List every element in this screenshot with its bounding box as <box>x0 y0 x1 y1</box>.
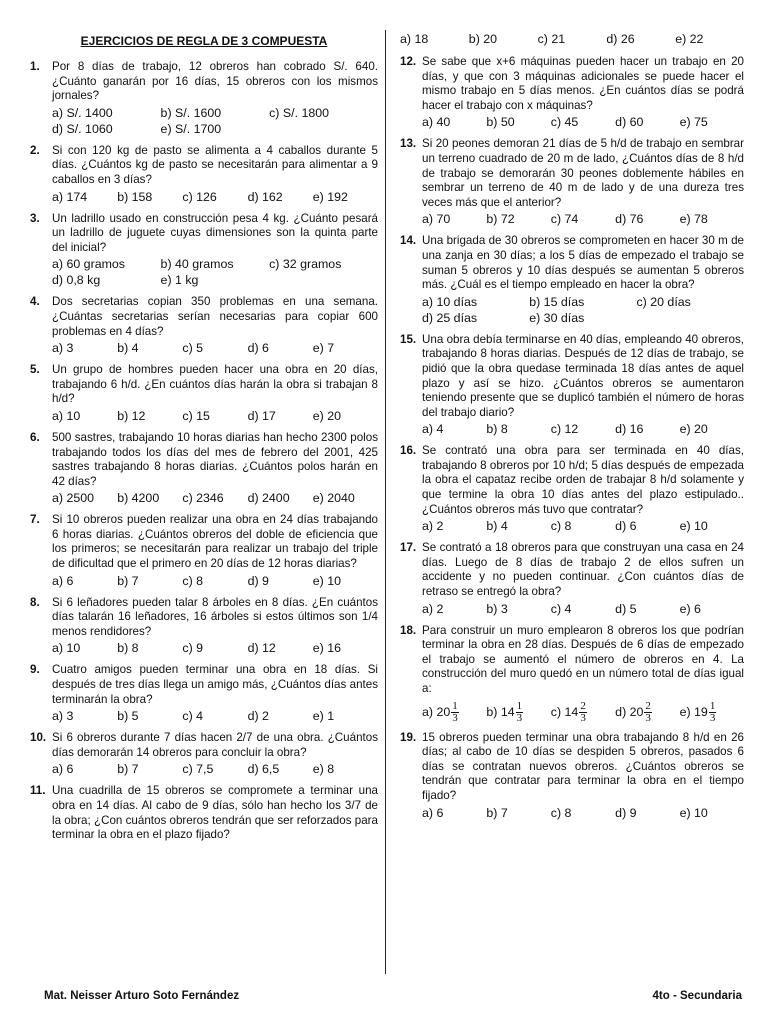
question-text: Una cuadrilla de 15 obreros se compromete a terminar una obra en 14 días. Al cabo de 9 días, sólo han hecho los 3/7 de la obra; ¿Con cuántos obreros tendrán que ser reforzados para terminar la obra en el plazo fijado? <box>52 784 378 842</box>
question-text: 500 sastres, trabajando 10 horas diarias han hecho 2300 polos trabajando todos los días del mes de febrero del 2001, 425 sastres trabajando 8 horas diarias. ¿Cuántos polos harán en 42 días? <box>52 430 378 488</box>
question-number: 15. <box>400 332 417 346</box>
question-12 <box>400 55 744 130</box>
denominator: 3 <box>580 711 586 724</box>
question-7 <box>30 513 378 588</box>
question-5 <box>30 363 378 424</box>
option-e: e) 10 <box>679 805 708 820</box>
option-a: a) 6 <box>422 805 444 820</box>
option-b: b) 3 <box>486 601 508 616</box>
option-b: b) 4 <box>117 341 139 356</box>
right-column <box>400 30 744 828</box>
option-prefix: a) 20 <box>422 704 451 719</box>
question-number: 6. <box>30 430 40 444</box>
option-e: e) 1 kg <box>160 273 199 288</box>
option-d: d) 162 <box>247 189 283 204</box>
option-e: e) 10 <box>679 519 708 534</box>
question-18 <box>400 624 744 724</box>
option-a: a) 2 <box>422 519 444 534</box>
question-3 <box>30 212 378 289</box>
question-text: Si con 120 kg de pasto se alimenta a 4 caballos durante 5 días. ¿Cuántos kg de pasto se necesitarán para alimentar a 9 caballos en 3 días? <box>52 143 378 186</box>
answer-options <box>422 294 744 326</box>
option-c: c) 5 <box>182 341 204 356</box>
option-d: d) S/. 1060 <box>52 121 113 136</box>
option-d: d) 5 <box>615 601 637 616</box>
option-d: d) 6 <box>615 519 637 534</box>
column-divider <box>385 30 386 974</box>
option-c: c) 8 <box>182 573 204 588</box>
question-11 <box>30 784 378 842</box>
option-b: b) 7 <box>117 573 139 588</box>
denominator: 3 <box>516 711 523 724</box>
option-b: b) 5 <box>117 709 139 724</box>
option-e: e) 6 <box>679 601 701 616</box>
option-a: a) 6 <box>52 762 74 777</box>
question-number: 14. <box>400 234 417 248</box>
question-number: 4. <box>30 295 40 309</box>
option-b <box>486 701 550 724</box>
question-text: Un ladrillo usado en construcción pesa 4 kg. ¿Cuánto pesará un ladrillo de juguete cuyas dimensiones son la quinta parte del inicial? <box>52 211 378 254</box>
option-e: e) 22 <box>675 32 704 46</box>
option-c: c) 8 <box>550 805 572 820</box>
option-b: b) 8 <box>117 641 139 656</box>
answer-options <box>422 701 744 724</box>
option-a <box>422 701 486 724</box>
fraction <box>644 701 652 724</box>
option-c: c) 4 <box>182 709 204 724</box>
question-4 <box>30 295 378 356</box>
answer-options <box>422 805 744 821</box>
option-a: a) 10 días <box>422 294 478 309</box>
fraction <box>579 701 587 724</box>
question-number: 12. <box>400 55 417 68</box>
question-9 <box>30 663 378 724</box>
option-c: c) 9 <box>182 641 204 656</box>
option-a: a) 60 gramos <box>52 257 126 272</box>
option-b: b) 50 <box>486 115 515 130</box>
question-number: 13. <box>400 137 417 151</box>
option-c: c) 7,5 <box>182 762 214 777</box>
option-a: a) 2500 <box>52 491 95 506</box>
question-number: 10. <box>30 731 47 745</box>
numerator: 1 <box>709 699 716 712</box>
option-b: b) 7 <box>117 762 139 777</box>
option-a: a) 10 <box>52 641 81 656</box>
question-text: Si 20 peones demoran 21 días de 5 h/d de trabajo en sembrar un terreno cuadrado de 20 m de lado, ¿Cuántos días de 8 h/d de trabajo se demorarán 30 peones doblemente hábiles en sembrar un terreno de 40 m de lado y de una dureza tres veces más que el anterior? <box>422 137 744 209</box>
option-b: b) 40 gramos <box>160 257 234 272</box>
option-a: a) 3 <box>52 709 74 724</box>
answer-options <box>52 640 378 656</box>
question-number: 16. <box>400 444 417 458</box>
option-d: d) 2 <box>247 709 269 724</box>
option-prefix: c) 14 <box>550 704 579 719</box>
option-d: d) 2400 <box>247 491 290 506</box>
answer-options <box>422 518 744 534</box>
question-number: 11. <box>30 784 46 798</box>
question-1 <box>30 60 378 137</box>
question-text: Un grupo de hombres pueden hacer una obra en 20 días, trabajando 6 h/d. ¿En cuántos días harán la obra si trabajan 8 h/d? <box>52 363 378 406</box>
option-b: b) 4 <box>486 519 508 534</box>
answer-options <box>52 408 378 424</box>
denominator: 3 <box>452 711 458 724</box>
option-d: d) 9 <box>247 573 269 588</box>
option-a: a) 18 <box>400 32 429 46</box>
answer-options <box>52 708 378 724</box>
question-2 <box>30 144 378 205</box>
question-number: 2. <box>30 143 40 157</box>
option-e: e) 192 <box>312 189 348 204</box>
fraction <box>451 701 459 724</box>
answer-options <box>52 256 378 288</box>
option-b: b) 158 <box>117 189 153 204</box>
option-a: a) 70 <box>422 212 451 227</box>
option-d: d) 26 <box>606 32 635 46</box>
option-c: c) S/. 1800 <box>269 105 330 120</box>
answer-options <box>52 189 378 205</box>
question-text: Si 6 obreros durante 7 días hacen 2/7 de una obra. ¿Cuántos días demorarán 14 obreros para concluir la obra? <box>52 731 378 759</box>
numerator: 2 <box>580 699 586 712</box>
option-c: c) 32 gramos <box>269 257 342 272</box>
option-d: d) 6,5 <box>247 762 280 777</box>
option-d <box>615 701 679 724</box>
question-14 <box>400 234 744 325</box>
option-e <box>680 701 744 724</box>
footer-level: 4to - Secundaria <box>652 990 742 1002</box>
worksheet-title: EJERCICIOS DE REGLA DE 3 COMPUESTA <box>80 34 328 48</box>
answer-options <box>52 573 378 589</box>
question-number: 5. <box>30 363 40 377</box>
numerator: 1 <box>516 699 523 712</box>
question-text: 15 obreros pueden terminar una obra trabajando 8 h/d en 26 días; al cabo de 10 días se despiden 5 obreros, pasados 6 días se contratan nuevos obreros. ¿Cuántos obreros se tendrán que contratar para terminar la obra en el tiempo fijado? <box>422 730 744 802</box>
numerator: 1 <box>452 699 458 712</box>
option-c: c) 21 <box>537 32 566 46</box>
question-text: Una obra debía terminarse en 40 días, empleando 40 obreros, trabajando 8 horas diarias. Después de 12 días de trabajo, se pidió que la obra quedase terminada 18 días antes de aquel plazo y así se hizo. ¿Cuántos obreros se aumentaron teniendo presente que se duplicó también el número de horas del trabajo diario? <box>422 332 744 419</box>
option-d: d) 16 <box>615 422 644 437</box>
answer-options <box>422 601 744 617</box>
option-a: a) 4 <box>422 422 444 437</box>
question-19 <box>400 731 744 821</box>
option-e: e) S/. 1700 <box>160 121 222 136</box>
left-column <box>30 30 378 850</box>
option-e: e) 7 <box>312 341 335 356</box>
question-6 <box>30 431 378 506</box>
answer-options <box>52 105 378 137</box>
question-number: 9. <box>30 663 40 677</box>
question-16 <box>400 444 744 534</box>
question-text: Se contrató una obra para ser terminada en 40 días, trabajando 8 obreros por 10 h/d; 5 días después de empezada la obra el capataz recibe orden de trabajar 8 h/d solamente y que termine la obra 10 días antes del plazo estipulado.. ¿Cuántos obreros más tuvo que contratar? <box>422 444 744 516</box>
option-e: e) 30 días <box>529 310 585 325</box>
option-e: e) 2040 <box>312 491 355 506</box>
question-17 <box>400 541 744 616</box>
question-10 <box>30 731 378 777</box>
question-13 <box>400 137 744 227</box>
question-number: 17. <box>400 541 417 555</box>
option-c: c) 4 <box>550 601 572 616</box>
question-text: Se contrató a 18 obreros para que construyan una casa en 24 días. Luego de 8 días de trabajo 2 de ellos sufren un accidente y no pueden continuar. ¿Con cuántos días de retraso se entregó la obra? <box>422 541 744 599</box>
question-text: Cuatro amigos pueden terminar una obra en 18 días. Si después de tres días llega un amigo más, ¿Cuántos días antes terminarán la obra? <box>52 663 378 706</box>
question-text: Se sabe que x+6 máquinas pueden hacer un trabajo en 20 días, y que con 3 máquinas adicionales se puede hacer el mismo trabajo en 5 días menos. ¿En cuántos días se podrá hacer el trabajo con x máquinas? <box>422 55 744 112</box>
option-prefix: e) 19 <box>679 704 708 719</box>
question-number: 1. <box>30 60 40 73</box>
answer-options <box>422 421 744 437</box>
option-a: a) 2 <box>422 601 444 616</box>
option-d: d) 17 <box>247 408 276 423</box>
option-c <box>551 701 615 724</box>
option-a: a) 40 <box>422 115 451 130</box>
option-c: c) 15 <box>182 408 210 423</box>
question-text: Si 10 obreros pueden realizar una obra en 24 días trabajando 6 horas diarias. ¿Cuántos obreros del doble de eficiencia que los primeros; se necesitarán para realizar un trabajo del triple de dificultad que el primero en 20 días de 12 horas diarias? <box>52 513 378 571</box>
question-number: 7. <box>30 513 40 527</box>
answer-options <box>52 761 378 777</box>
question-text: Dos secretarias copian 350 problemas en una semana. ¿Cuántas secretarias serían necesarias para copiar 600 problemas en 4 días? <box>52 295 378 338</box>
option-e: e) 78 <box>679 212 708 227</box>
denominator: 3 <box>645 711 651 724</box>
option-e: e) 1 <box>312 709 335 724</box>
option-a: a) 6 <box>52 573 74 588</box>
question-text: Por 8 días de trabajo, 12 obreros han cobrado S/. 640. ¿Cuánto ganarán por 16 días, 15 obreros con los mismos jornales? <box>52 60 378 103</box>
option-c: c) 12 <box>550 422 579 437</box>
option-b: b) 15 días <box>529 294 585 309</box>
option-b: b) 12 <box>117 408 146 423</box>
option-d: d) 12 <box>247 641 276 656</box>
option-e: e) 20 <box>679 422 708 437</box>
option-a: a) 3 <box>52 341 74 356</box>
option-e: e) 16 <box>312 641 341 656</box>
option-b: b) 4200 <box>117 491 160 506</box>
answer-options <box>52 340 378 356</box>
question-number: 19. <box>400 730 417 744</box>
option-prefix: b) 14 <box>486 704 515 719</box>
option-a: a) 10 <box>52 408 81 423</box>
footer-author: Mat. Neisser Arturo Soto Fernández <box>44 990 240 1002</box>
option-a: a) 174 <box>52 189 88 204</box>
question-text: Si 6 leñadores pueden talar 8 árboles en 8 días. ¿En cuántos días talarán 16 leñadores, 16 árboles si estos últimos son 1/4 menos rendidores? <box>52 595 378 638</box>
question-15 <box>400 333 744 438</box>
denominator: 3 <box>709 711 716 724</box>
option-b: b) 72 <box>486 212 515 227</box>
question-text: Una brigada de 30 obreros se comprometen en hacer 30 m de una zanja en 30 días; a los 5 días de empezado el trabajo se suman 5 obreros y 10 días después se aumentan 5 obreros más. ¿Cuál es el tiempo empleado en hacer la obra? <box>422 234 744 292</box>
option-e: e) 10 <box>312 573 341 588</box>
option-b: b) 8 <box>486 422 508 437</box>
option-d: d) 25 días <box>422 310 478 325</box>
answer-options <box>422 114 744 130</box>
option-b: b) 20 <box>468 32 498 46</box>
option-prefix: d) 20 <box>615 704 644 719</box>
option-e: e) 75 <box>679 115 708 130</box>
answer-options <box>422 211 744 227</box>
option-c: c) 8 <box>550 519 572 534</box>
option-d: d) 6 <box>247 341 269 356</box>
option-e: e) 8 <box>312 762 335 777</box>
option-b: b) 7 <box>486 805 508 820</box>
option-a: a) S/. 1400 <box>52 105 113 120</box>
question-number: 3. <box>30 211 40 225</box>
option-c: c) 2346 <box>182 491 224 506</box>
option-c: c) 126 <box>182 189 217 204</box>
option-d: d) 76 <box>615 212 644 227</box>
fraction <box>709 701 717 724</box>
question-number: 18. <box>400 623 417 637</box>
question-number: 8. <box>30 595 40 609</box>
option-d: d) 60 <box>615 115 644 130</box>
question-text: Para construir un muro emplearon 8 obreros los que podrían terminar la obra en 28 días. Después de 6 días de empezado el trabajo se aumentó el número de obreros en 4. La construcción del muro quedó en un número total de días igual a: <box>422 623 744 695</box>
question-8 <box>30 596 378 657</box>
option-c: c) 20 días <box>636 294 691 309</box>
option-b: b) S/. 1600 <box>160 105 222 120</box>
option-c: c) 45 <box>550 115 579 130</box>
option-e: e) 20 <box>312 408 341 423</box>
option-d: d) 9 <box>615 805 637 820</box>
numerator: 2 <box>645 699 651 712</box>
question-11-options <box>400 31 744 47</box>
answer-options <box>52 490 378 506</box>
option-c: c) 74 <box>550 212 579 227</box>
fraction <box>516 701 524 724</box>
option-d: d) 0,8 kg <box>52 273 101 288</box>
